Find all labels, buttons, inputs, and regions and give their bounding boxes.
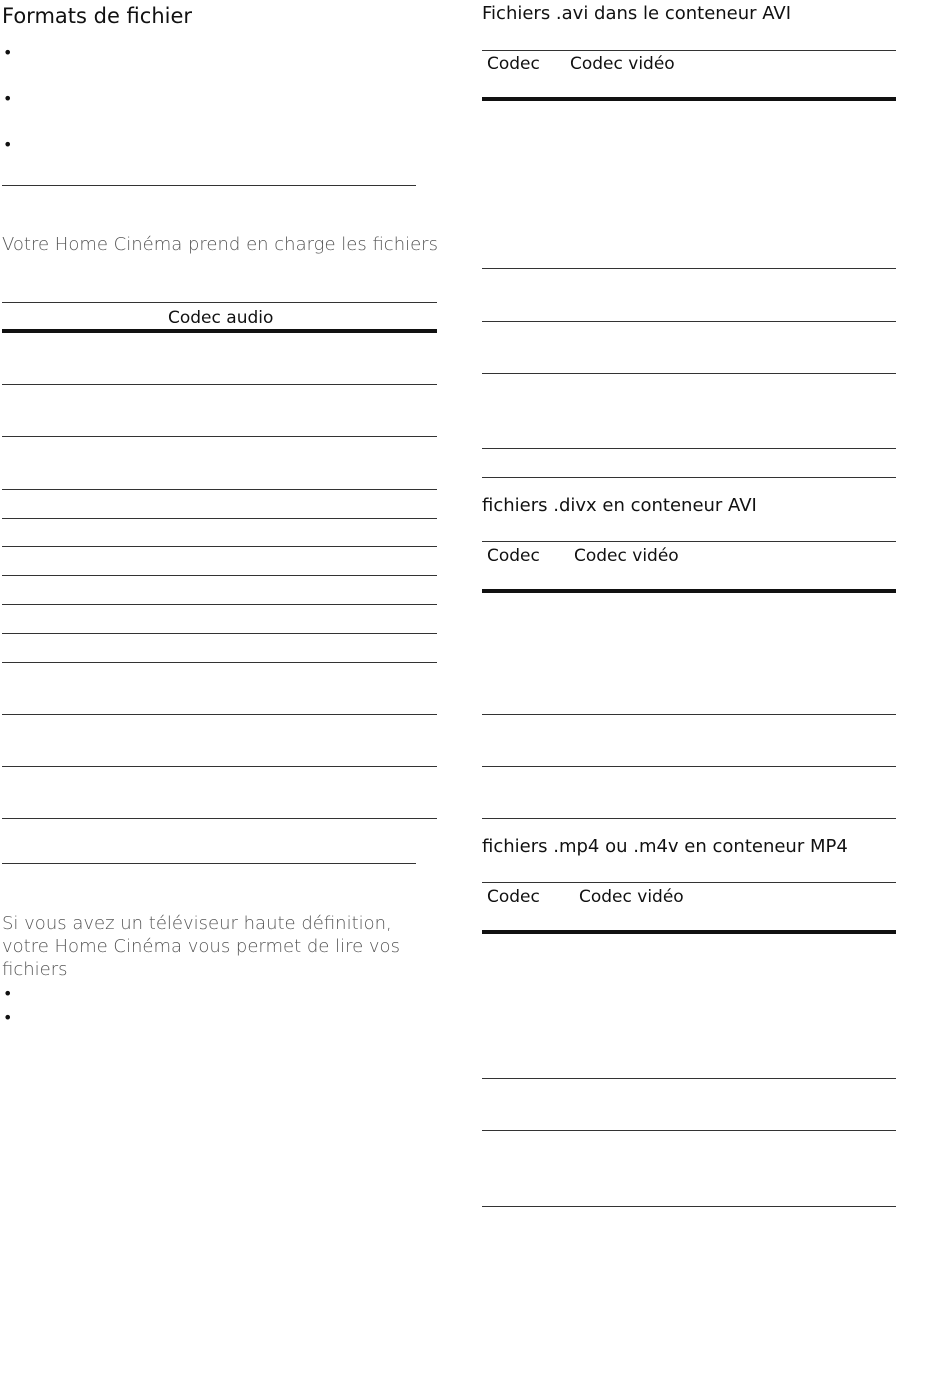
- table-top-rule: [482, 882, 896, 883]
- section-divider: [2, 185, 416, 186]
- table-row-rule: [482, 714, 896, 715]
- table-row-rule: [2, 384, 437, 385]
- table-row-rule: [482, 448, 896, 449]
- table-row-rule: [2, 489, 437, 490]
- audio-codec-header: Codec audio: [168, 308, 274, 328]
- codec-header: Codec: [487, 887, 540, 907]
- video-codec-header: Codec vidéo: [570, 54, 675, 74]
- bullet-marker: •: [3, 135, 13, 154]
- table-header-rule: [482, 930, 896, 934]
- table-header-rule: [482, 97, 896, 101]
- bullet-marker: •: [3, 1008, 13, 1027]
- codec-header: Codec: [487, 546, 540, 566]
- table-row-rule: [2, 546, 437, 547]
- bullet-marker: •: [3, 89, 13, 108]
- table-row-rule: [482, 1130, 896, 1131]
- table-row-rule: [482, 373, 896, 374]
- bullet-marker: •: [3, 43, 13, 62]
- table-row-rule: [2, 436, 437, 437]
- table-top-rule: [482, 541, 896, 542]
- section-divider: [2, 863, 416, 864]
- table-row-rule: [2, 714, 437, 715]
- table-row-rule: [482, 477, 896, 478]
- hd-text: Si vous avez un téléviseur haute définition, votre Home Cinéma vous permet de lire vos fichiers: [2, 913, 400, 980]
- table-row-rule: [2, 766, 437, 767]
- table-row-rule: [482, 1206, 896, 1207]
- avi-table-title: Fichiers .avi dans le conteneur AVI: [482, 3, 792, 24]
- table-row-rule: [2, 575, 437, 576]
- table-row-rule: [2, 818, 437, 819]
- page-title: Formats de fichier: [2, 4, 193, 28]
- table-row-rule: [2, 518, 437, 519]
- table-header-rule: [2, 329, 437, 333]
- video-codec-header: Codec vidéo: [574, 546, 679, 566]
- divx-table-title: fichiers .divx en conteneur AVI: [482, 495, 757, 516]
- table-top-rule: [2, 302, 437, 303]
- bullet-marker: •: [3, 984, 13, 1003]
- table-row-rule: [482, 268, 896, 269]
- table-top-rule: [482, 50, 896, 51]
- table-row-rule: [482, 766, 896, 767]
- table-row-rule: [2, 633, 437, 634]
- video-codec-header: Codec vidéo: [579, 887, 684, 907]
- table-header-rule: [482, 589, 896, 593]
- table-row-rule: [482, 321, 896, 322]
- support-text: Votre Home Cinéma prend en charge les fichiers: [2, 234, 438, 255]
- table-row-rule: [2, 604, 437, 605]
- table-row-rule: [482, 818, 896, 819]
- mp4-table-title: fichiers .mp4 ou .m4v en conteneur MP4: [482, 836, 848, 857]
- table-row-rule: [482, 1078, 896, 1079]
- codec-header: Codec: [487, 54, 540, 74]
- table-row-rule: [2, 662, 437, 663]
